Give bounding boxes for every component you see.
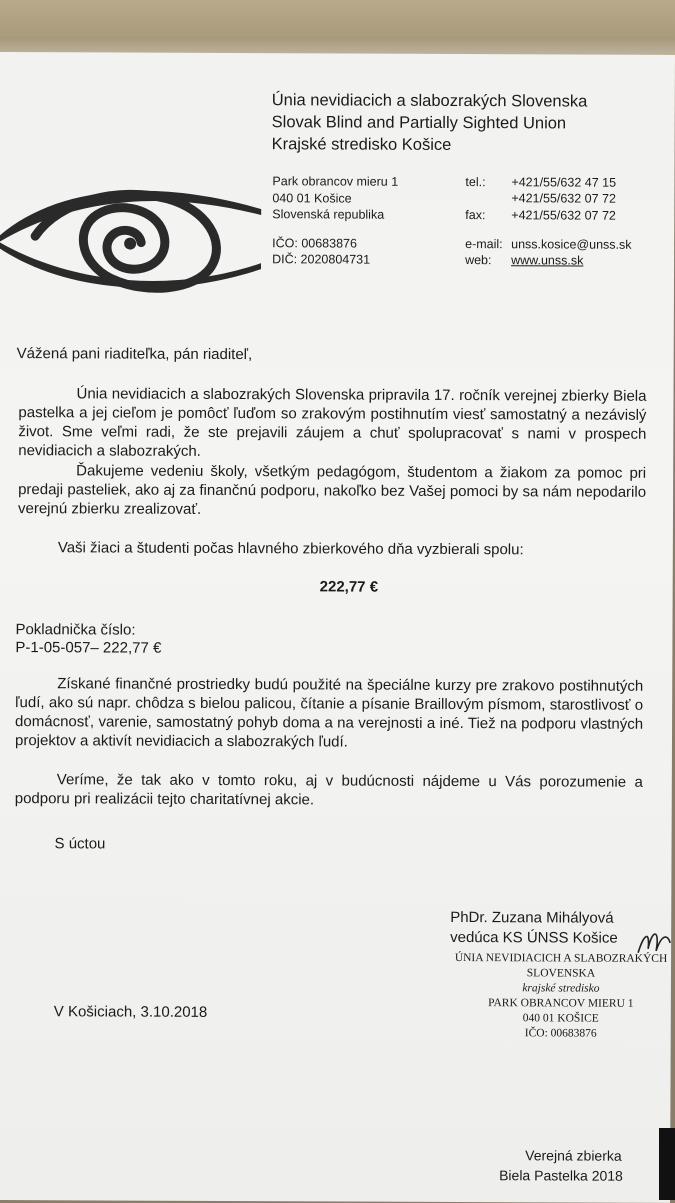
org-name-sk: Únia nevidiacich a slabozrakých Slovenska [271, 91, 588, 111]
fax-label: fax: [465, 208, 486, 223]
address-country: Slovenská republika [272, 207, 385, 222]
closing: S úctou [54, 835, 106, 853]
email-link[interactable]: unss.kosice@unss.sk [511, 237, 632, 252]
collection-sentence: Vaši žiaci a študenti počas hlavného zbierkového dňa vyzbierali spolu: [57, 539, 524, 559]
tel-label: tel.: [465, 175, 486, 190]
fax: +421/55/632 07 72 [511, 208, 616, 223]
place-date: V Košiciach, 3.10.2018 [53, 1003, 208, 1021]
stamp-line-1: ÚNIA NEVIDIACICH A SLABOZRAKÝCH [454, 951, 668, 965]
ico: IČO: 00683876 [272, 236, 357, 251]
signer-name: PhDr. Zuzana Mihályová [450, 908, 614, 927]
tel-2: +421/55/632 07 72 [511, 191, 617, 206]
footer-line-1: Verejná zbierka [525, 1147, 622, 1164]
org-name-en: Slovak Blind and Partially Sighted Union [271, 113, 567, 133]
email-label: e-mail: [465, 237, 503, 252]
paragraph-1: Únia nevidiacich a slabozrakých Slovenska pripravila 17. ročník verejnej zbierky Biela pastelka a jej cieľom je pomôcť ľuďom so zrakovým postihnutím viesť samostatný a nezávislý život. Sme veľmi radi, že ste prejavili záujem a chuť spolupracovať s nami v prospech nevidiacich a slabozrakých. [18, 385, 647, 460]
collection-box-value: P-1-05-057– 222,77 € [15, 639, 162, 657]
letter-page [0, 52, 675, 1203]
address-city: 040 01 Košice [272, 191, 352, 206]
tel-1: +421/55/632 47 15 [511, 175, 617, 190]
stamp-line-3: krajské stredisko [522, 982, 600, 995]
web-label: web: [465, 253, 492, 268]
signer-role: vedúca KS ÚNSS Košice [450, 928, 618, 947]
address-street: Park obrancov mieru 1 [272, 174, 399, 189]
dark-object-edge [659, 1128, 675, 1200]
collection-box-label: Pokladnička číslo: [15, 621, 136, 639]
salutation: Vážená pani riaditeľka, pán riaditeľ, [16, 345, 253, 364]
paragraph-4: Získané finančné prostriedky budú použité na špeciálne kurzy pre zrakovo postihnutých ľudí, ako sú napr. chôdza s bielou palicou, čítanie a písanie Braillovým písmom, starostlivosť o domácnosť, varenie, samostatný pohyb doma a na verejnosti a iné. Tiež na podporu vlastných projektov a aktivít nevidiacich a slabozrakých ľudí. [14, 675, 644, 751]
footer-line-2: Biela Pastelka 2018 [499, 1167, 623, 1184]
stamp-line-4: PARK OBRANCOV MIERU 1 [488, 997, 634, 1010]
org-branch: Krajské stredisko Košice [271, 135, 452, 154]
stamp-line-2: SLOVENSKA [526, 967, 596, 980]
paragraph-5: Veríme, že tak ako v tomto roku, aj v budúcnosti nájdeme u Vás porozumenie a podporu pri realizácii tejto charitatívnej akcie. [14, 771, 643, 809]
eye-logo-icon [0, 170, 261, 301]
collected-amount: 222,77 € [319, 578, 379, 596]
web-link[interactable]: www.unss.sk [511, 253, 584, 268]
dic: DIČ: 2020804731 [272, 252, 371, 267]
paragraph-2: Ďakujeme vedeniu školy, všetkým pedagógom, študentom a žiakom za pomoc pri predaji pasteliek, ako aj za finančnú podporu, nakoľko bez Vašej pomoci by sa nám nepodarilo verejnú zbierku zrealizovať. [17, 462, 647, 518]
stamp-line-6: IČO: 00683876 [524, 1027, 597, 1040]
stamp-line-5: 040 01 KOŠICE [522, 1012, 599, 1025]
